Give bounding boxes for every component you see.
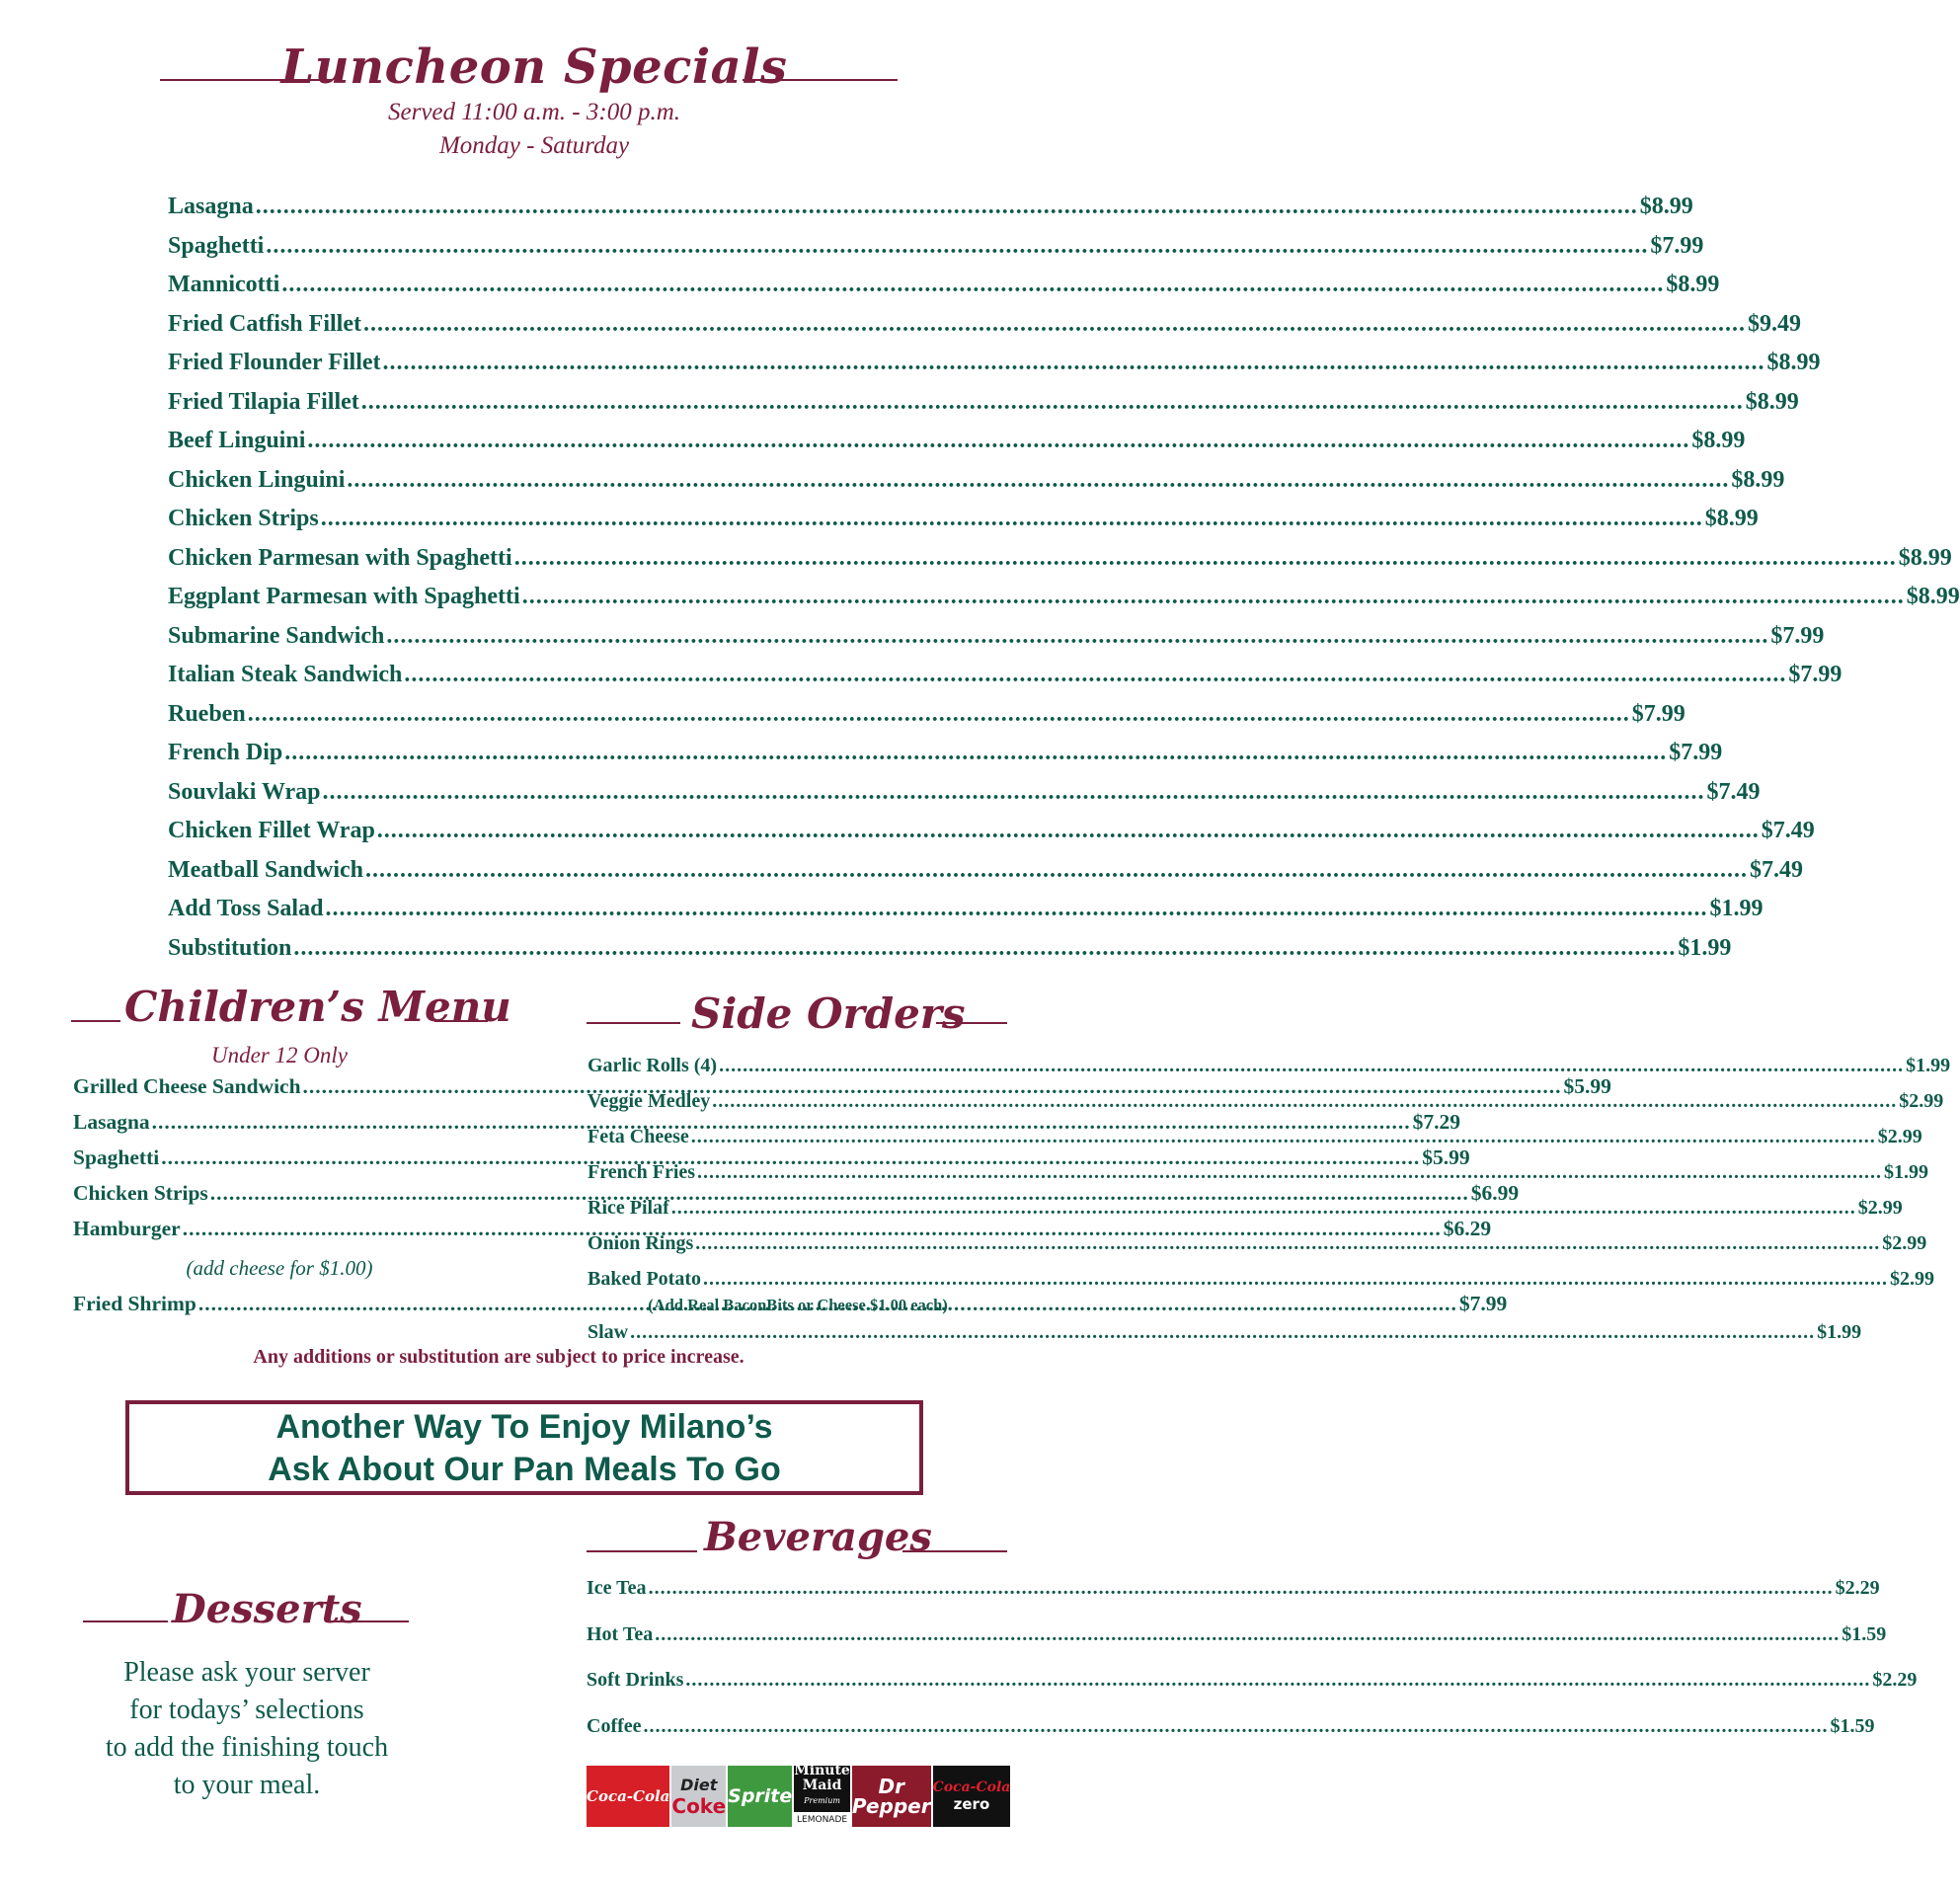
menu-item-name: Rice Pilaf: [588, 1197, 669, 1219]
menu-item-name: Fried Tilapia Fillet: [168, 388, 359, 415]
menu-item-price: $8.99: [1666, 272, 1720, 297]
dot-leader: [703, 1268, 1888, 1291]
menu-item-name: Rueben: [168, 700, 246, 727]
additions-notice: Any additions or substitution are subject to price increase.: [253, 1346, 745, 1368]
menu-item-price: $8.99: [1731, 466, 1785, 493]
menu-item-row: [587, 1577, 1880, 1605]
dr-pepper-logo: [852, 1766, 931, 1827]
menu-item-name: Italian Steak Sandwich: [168, 662, 403, 687]
menu-item-price: $2.29: [1835, 1577, 1880, 1599]
dot-leader: [630, 1321, 1815, 1344]
menu-item-row: [588, 1055, 1951, 1082]
dot-leader: [281, 272, 1664, 298]
menu-item-row: [587, 1623, 1887, 1651]
menu-item-price: $7.99: [1631, 700, 1686, 727]
menu-item-price: $7.49: [1750, 856, 1804, 883]
childrens-menu-title: Children’s Menu: [124, 983, 511, 1031]
promo-box: [125, 1400, 923, 1495]
menu-item-name: Soft Drinks: [587, 1669, 684, 1691]
menu-item-price: $8.99: [1704, 506, 1759, 531]
menu-item-name: Spaghetti: [73, 1146, 160, 1169]
dot-leader: [325, 896, 1707, 922]
dot-leader: [691, 1126, 1876, 1148]
menu-item-price: $7.49: [1761, 818, 1815, 843]
menu-item-price: $1.99: [1817, 1321, 1862, 1343]
desserts-line: for todays’ selections: [129, 1695, 364, 1725]
menu-item-row: [588, 1090, 1944, 1118]
kids-rule-left: [71, 1020, 120, 1022]
menu-item-name: Beef Linguini: [168, 428, 306, 453]
menu-item-row: [168, 466, 1785, 499]
menu-item-name: Chicken Strips: [168, 506, 319, 531]
menu-item-row: [588, 1126, 1922, 1153]
menu-item-name: French Fries: [588, 1161, 696, 1183]
menu-item-row: [168, 700, 1686, 733]
menu-item-price: $1.99: [1884, 1161, 1929, 1183]
promo-line-2: Ask About Our Pan Meals To Go: [268, 1451, 781, 1488]
dot-leader: [383, 350, 1765, 376]
menu-item-price: $5.99: [1563, 1074, 1611, 1098]
menu-item-row: [168, 310, 1801, 343]
dot-leader: [361, 389, 1744, 416]
coke-zero-logo: [933, 1766, 1011, 1827]
dot-leader: [323, 779, 1705, 806]
menu-item-row: [168, 896, 1764, 927]
promo-line-1: Another Way To Enjoy Milano’s: [275, 1408, 773, 1446]
diet-coke-logo-text-2: Coke: [671, 1793, 727, 1818]
menu-item-price: $5.99: [1422, 1146, 1470, 1169]
diet-coke-logo: [671, 1766, 726, 1827]
menu-item-name: Hamburger: [73, 1217, 181, 1240]
menu-item-name: Submarine Sandwich: [168, 622, 385, 649]
menu-item-name: Slaw: [588, 1321, 629, 1343]
menu-item-name: Fried Catfish Fillet: [168, 310, 361, 337]
menu-item-name: Lasagna: [73, 1110, 150, 1134]
menu-item-name: Lasagna: [168, 194, 254, 219]
desserts-title: Desserts: [172, 1586, 362, 1632]
menu-item-row: [168, 818, 1815, 849]
menu-item-price: $7.99: [1788, 662, 1842, 687]
menu-item-price: $8.99: [1745, 388, 1799, 415]
dot-leader: [695, 1232, 1880, 1255]
menu-item-row: [168, 194, 1693, 225]
dot-leader: [377, 818, 1760, 844]
dot-leader: [719, 1055, 1904, 1077]
desserts-line: Please ask your server: [123, 1657, 370, 1688]
menu-item-name: Fried Shrimp: [73, 1292, 196, 1315]
menu-item-price: $2.99: [1857, 1197, 1903, 1219]
dot-leader: [256, 194, 1638, 220]
menu-item-name: Chicken Fillet Wrap: [168, 818, 375, 843]
desserts-rule-left: [83, 1620, 168, 1622]
menu-item-price: $7.99: [1458, 1292, 1508, 1315]
menu-item-row: [588, 1268, 1934, 1296]
menu-item-name: Veggie Medley: [588, 1090, 711, 1112]
menu-item-price: $2.99: [1882, 1232, 1927, 1254]
menu-item-row: [588, 1161, 1929, 1189]
dot-leader: [522, 584, 1905, 610]
menu-item-row: [168, 544, 1952, 577]
menu-item-price: $8.99: [1898, 544, 1952, 571]
menu-item-row: [168, 856, 1804, 889]
minute-maid-logo-text-4: LEMONADE: [794, 1812, 850, 1829]
drink-logos: [587, 1763, 1011, 1827]
sides-rule-left: [587, 1022, 680, 1024]
dot-leader: [321, 506, 1703, 532]
side-orders-title: Side Orders: [691, 989, 966, 1038]
menu-item-name: Chicken Linguini: [168, 466, 346, 493]
dot-leader: [386, 623, 1768, 650]
menu-item-row: [168, 934, 1732, 967]
menu-item-name: Chicken Parmesan with Spaghetti: [168, 544, 512, 571]
menu-item-price: $1.99: [1906, 1055, 1951, 1076]
menu-item-name: Feta Cheese: [588, 1126, 689, 1147]
minute-maid-logo-text-3: Premium: [804, 1796, 840, 1805]
dot-leader: [697, 1161, 1882, 1184]
menu-item-price: $2.99: [1877, 1126, 1922, 1147]
beverages-title: Beverages: [704, 1514, 932, 1560]
menu-item-name: Ice Tea: [587, 1577, 647, 1599]
menu-item-name: Hot Tea: [587, 1623, 654, 1645]
menu-item-row: [168, 778, 1761, 811]
menu-item-name: Fried Flounder Fillet: [168, 350, 381, 375]
minute-maid-logo-text-1: Minute: [794, 1763, 850, 1778]
dot-leader: [284, 740, 1667, 766]
menu-item-name: Garlic Rolls (4): [588, 1055, 718, 1076]
menu-item-row: [168, 584, 1960, 615]
desserts-line: to your meal.: [173, 1770, 321, 1800]
side-bacon-note: (Add Real BaconBits or Cheese $1.00 each): [648, 1296, 948, 1314]
menu-item-row: [587, 1715, 1875, 1743]
menu-item-price: $7.99: [1650, 232, 1704, 259]
minute-maid-logo: [794, 1763, 850, 1827]
dot-leader: [655, 1623, 1840, 1646]
coca-cola-logo: [587, 1766, 669, 1827]
dot-leader: [712, 1090, 1897, 1113]
menu-item-row: [168, 350, 1821, 381]
dr-pepper-logo-text-2: Pepper: [851, 1794, 931, 1818]
coca-cola-logo-text: Coca-Cola: [587, 1787, 670, 1805]
menu-item-name: Grilled Cheese Sandwich: [73, 1074, 301, 1098]
menu-item-row: [168, 506, 1759, 537]
menu-item-name: Add Toss Salad: [168, 896, 324, 921]
menu-item-price: $7.29: [1412, 1110, 1461, 1134]
menu-item-price: $7.49: [1706, 778, 1761, 805]
menu-item-price: $6.99: [1470, 1181, 1520, 1205]
menu-item-row: [168, 662, 1842, 693]
menu-item-price: $8.99: [1639, 194, 1693, 219]
menu-item-name: Eggplant Parmesan with Spaghetti: [168, 584, 520, 609]
menu-item-name: Meatball Sandwich: [168, 856, 364, 883]
menu-item-price: $8.99: [1906, 584, 1960, 609]
dr-pepper-logo-text-1: Dr: [878, 1775, 904, 1798]
menu-item-name: Chicken Strips: [73, 1181, 208, 1205]
menu-item-row: [168, 232, 1704, 265]
menu-item-name: Substitution: [168, 934, 292, 961]
dot-leader: [671, 1197, 1856, 1220]
menu-item-name: Onion Rings: [588, 1232, 694, 1254]
menu-item-row: [588, 1232, 1927, 1260]
menu-item-row: [168, 272, 1720, 303]
menu-item-price: $1.59: [1842, 1623, 1887, 1645]
childrens-age-note: Under 12 Only: [211, 1043, 348, 1067]
minute-maid-logo-text-2: Maid: [802, 1778, 842, 1793]
dot-leader: [347, 467, 1729, 494]
dot-leader: [363, 311, 1746, 338]
beverages-rule-left: [587, 1550, 697, 1552]
dot-leader: [685, 1669, 1870, 1692]
dot-leader: [266, 233, 1648, 260]
coke-zero-logo-text-1: Coca-Cola: [932, 1779, 1011, 1795]
menu-item-price: $1.99: [1678, 934, 1732, 961]
dot-leader: [365, 857, 1748, 884]
sprite-logo: [728, 1766, 792, 1827]
dot-leader: [248, 701, 1630, 728]
menu-item-row: [168, 428, 1746, 459]
menu-item-row: [168, 388, 1799, 421]
menu-item-row: [588, 1197, 1903, 1224]
menu-item-name: Baked Potato: [588, 1268, 701, 1290]
menu-item-price: $7.99: [1669, 740, 1723, 765]
menu-item-price: $7.99: [1770, 622, 1825, 649]
menu-item-price: $1.59: [1830, 1715, 1875, 1737]
desserts-line: to add the finishing touch: [105, 1732, 389, 1763]
menu-item-price: $8.99: [1766, 350, 1821, 375]
menu-item-row: [587, 1669, 1918, 1697]
luncheon-title: Luncheon Specials: [280, 40, 788, 95]
dot-leader: [404, 662, 1786, 688]
desserts-text: [69, 1654, 425, 1804]
coke-zero-logo-text-2: zero: [953, 1795, 990, 1813]
childrens-cheese-note: (add cheese for $1.00): [186, 1256, 373, 1280]
luncheon-served-hours: Served 11:00 a.m. - 3:00 p.m.: [388, 99, 680, 125]
menu-item-price: $9.49: [1747, 310, 1801, 337]
menu-item-name: French Dip: [168, 740, 283, 765]
diet-coke-logo-text-1: Diet: [680, 1775, 718, 1794]
menu-item-price: $2.99: [1899, 1090, 1944, 1112]
menu-item-price: $6.29: [1443, 1217, 1492, 1240]
luncheon-days: Monday - Saturday: [438, 132, 630, 159]
menu-item-row: [168, 622, 1825, 655]
dot-leader: [293, 935, 1676, 962]
menu-item-price: $8.99: [1691, 428, 1746, 453]
menu-item-price: $1.99: [1709, 896, 1764, 921]
menu-item-name: Mannicotti: [168, 272, 280, 297]
dot-leader: [644, 1715, 1829, 1738]
dot-leader: [649, 1577, 1834, 1600]
dot-leader: [307, 428, 1689, 454]
menu-item-row: [168, 740, 1723, 771]
menu-item-name: Coffee: [587, 1715, 642, 1737]
menu-item-price: $2.29: [1872, 1669, 1918, 1691]
menu-item-row: [588, 1321, 1862, 1349]
menu-item-price: $2.99: [1890, 1268, 1934, 1290]
menu-item-name: Souvlaki Wrap: [168, 778, 321, 805]
menu-item-name: Spaghetti: [168, 232, 265, 259]
dot-leader: [514, 545, 1897, 572]
sprite-logo-text: Sprite: [728, 1785, 793, 1807]
